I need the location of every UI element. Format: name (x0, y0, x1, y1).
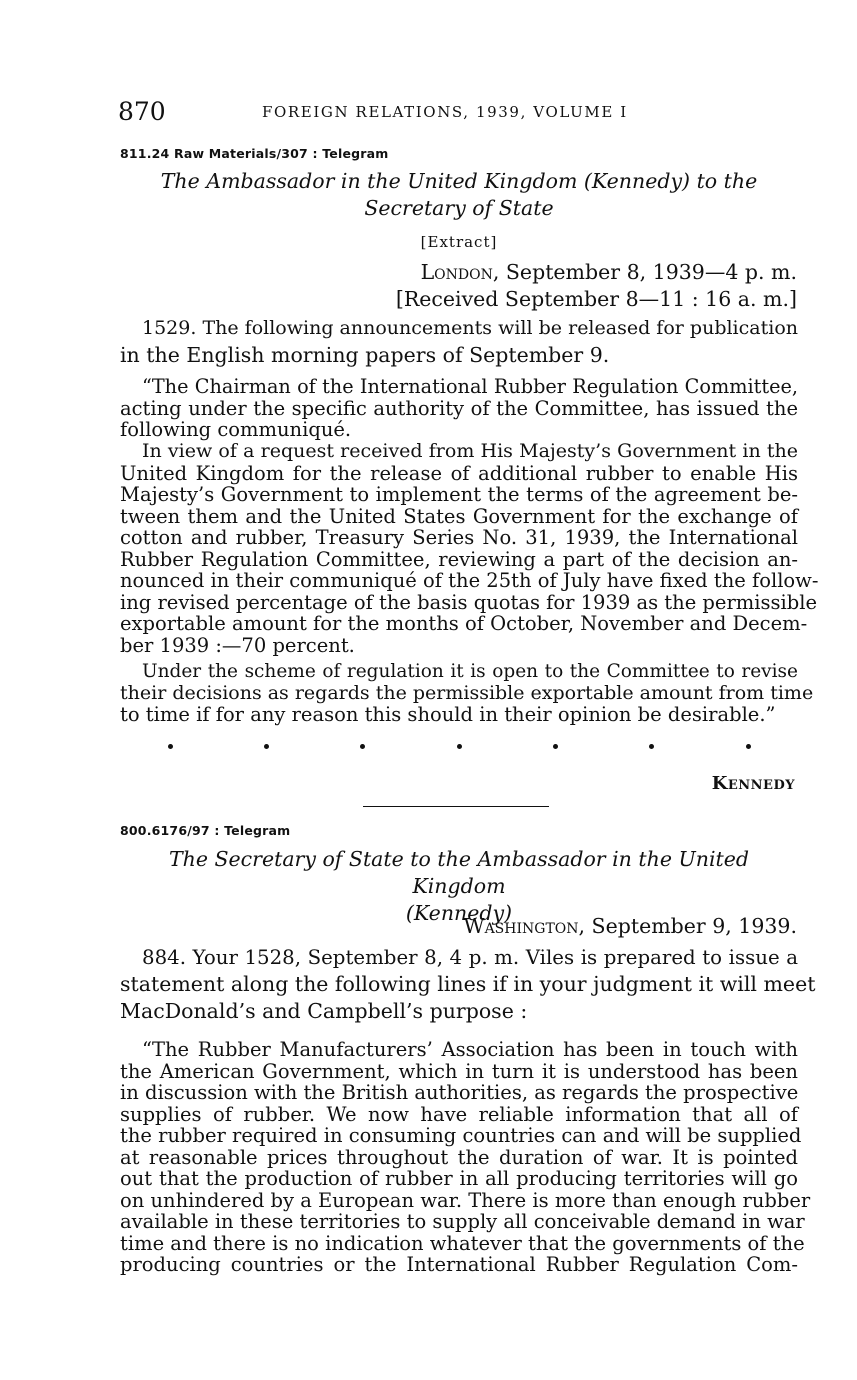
title-line: The Secretary of State to the Ambassador in the United Kingdom (168, 847, 750, 898)
text-line: the rubber required in consuming countries can and will be supplied (120, 1124, 802, 1147)
text-line: MacDonald’s and Campbell’s purpose : (120, 999, 528, 1023)
title-line: The Ambassador in the United Kingdom (Kennedy) to the (160, 169, 758, 193)
text-line: out that the production of rubber in all producing territories will go (120, 1167, 798, 1190)
title-line: (Kennedy) (405, 901, 513, 925)
omission-dot (264, 744, 269, 749)
text-line: “The Chairman of the International Rubber Regulation Committee, (142, 375, 798, 398)
quote-paragraph (120, 440, 819, 657)
quote-paragraph (120, 661, 814, 726)
text-line: time and there is no indication whatever that the governments of the (120, 1231, 805, 1255)
text-line: at reasonable prices throughout the duration of war. It is pointed (120, 1145, 798, 1169)
running-head (118, 97, 798, 127)
quote-paragraph (120, 1038, 811, 1276)
paragraph-1529 (120, 315, 798, 369)
text-line: ing revised percentage of the basis quotas for 1939 as the permissible (120, 590, 818, 614)
dateline-place: Washington (463, 914, 579, 938)
text-line: Majesty’s Government to implement the terms of the agreement be- (120, 483, 798, 506)
text-line: statement along the following lines if in your judgment it will meet (120, 972, 816, 996)
running-title: FOREIGN RELATIONS, 1939, VOLUME I (262, 103, 628, 121)
dateline-date: , September 9, 1939. (578, 914, 797, 938)
text-line: to time if for any reason this should in their opinion be desirable.” (120, 703, 776, 726)
text-line: following communiqué. (120, 418, 352, 441)
text-line: Under the scheme of regulation it is open to the Committee to revise (142, 661, 798, 682)
text-line: available in these territories to supply all conceivable demand in war (120, 1210, 805, 1233)
text-line: the American Government, which in turn it is understood has been (120, 1059, 798, 1083)
text-line: supplies of rubber. We now have reliable information that all of (120, 1102, 798, 1126)
omission-dot (649, 744, 654, 749)
text-line: in the English morning papers of September 9. (120, 343, 610, 367)
page-number: 870 (118, 97, 166, 126)
text-line: In view of a request received from His Majesty’s Government in the (142, 440, 798, 462)
omission-dot (553, 744, 558, 749)
omission-dot (746, 744, 751, 749)
text-line: cotton and rubber, Treasury Series No. 31, 1939, the International (120, 526, 798, 549)
text-line: acting under the specific authority of the Committee, has issued the (120, 396, 798, 420)
title-line: Secretary of State (364, 196, 554, 220)
signature: Kennedy (711, 773, 795, 794)
dateline-1 (421, 259, 797, 286)
file-reference-1: 811.24 Raw Materials/307 : Telegram (120, 146, 389, 161)
dateline-2 (464, 913, 798, 940)
quote-paragraph (120, 376, 798, 441)
text-line: nounced in their communiqué of the 25th of July have fixed the follow- (120, 569, 819, 592)
omission-dot (168, 744, 173, 749)
text-line: ber 1939 :—70 percent. (120, 633, 355, 657)
text-line: “The Rubber Manufacturers’ Association has been in touch with (142, 1038, 798, 1061)
text-line: 1529. The following announcements will be released for publication (142, 317, 798, 339)
file-reference-2: 800.6176/97 : Telegram (120, 823, 291, 838)
section-divider (363, 806, 549, 807)
text-line: producing countries or the International Rubber Regulation Com- (120, 1253, 798, 1276)
received-line: [Received September 8—11 : 16 a. m.] (395, 287, 797, 311)
omission-dot (360, 744, 365, 749)
dateline-place: London (420, 260, 493, 284)
text-line: tween them and the United States Government for the exchange of (120, 504, 798, 528)
text-line: in discussion with the British authorities, as regards the prospective (120, 1081, 799, 1104)
extract-label: [Extract] (420, 233, 498, 251)
text-line: on unhindered by a European war. There is more than enough rubber (120, 1188, 811, 1212)
omission-dot (457, 744, 462, 749)
document-title-1 (120, 168, 798, 222)
text-line: exportable amount for the months of October, November and Decem- (120, 612, 808, 635)
text-line: their decisions as regards the permissible exportable amount from time (120, 681, 814, 704)
dateline-date: , September 8, 1939—4 p. m. (492, 260, 797, 284)
text-line: 884. Your 1528, September 8, 4 p. m. Viles is prepared to issue a (142, 946, 798, 969)
omission-dots (168, 744, 752, 758)
text-line: Rubber Regulation Committee, reviewing a part of the decision an- (120, 547, 798, 571)
paragraph-884 (120, 944, 816, 1025)
text-line: United Kingdom for the release of additional rubber to enable His (120, 461, 798, 485)
